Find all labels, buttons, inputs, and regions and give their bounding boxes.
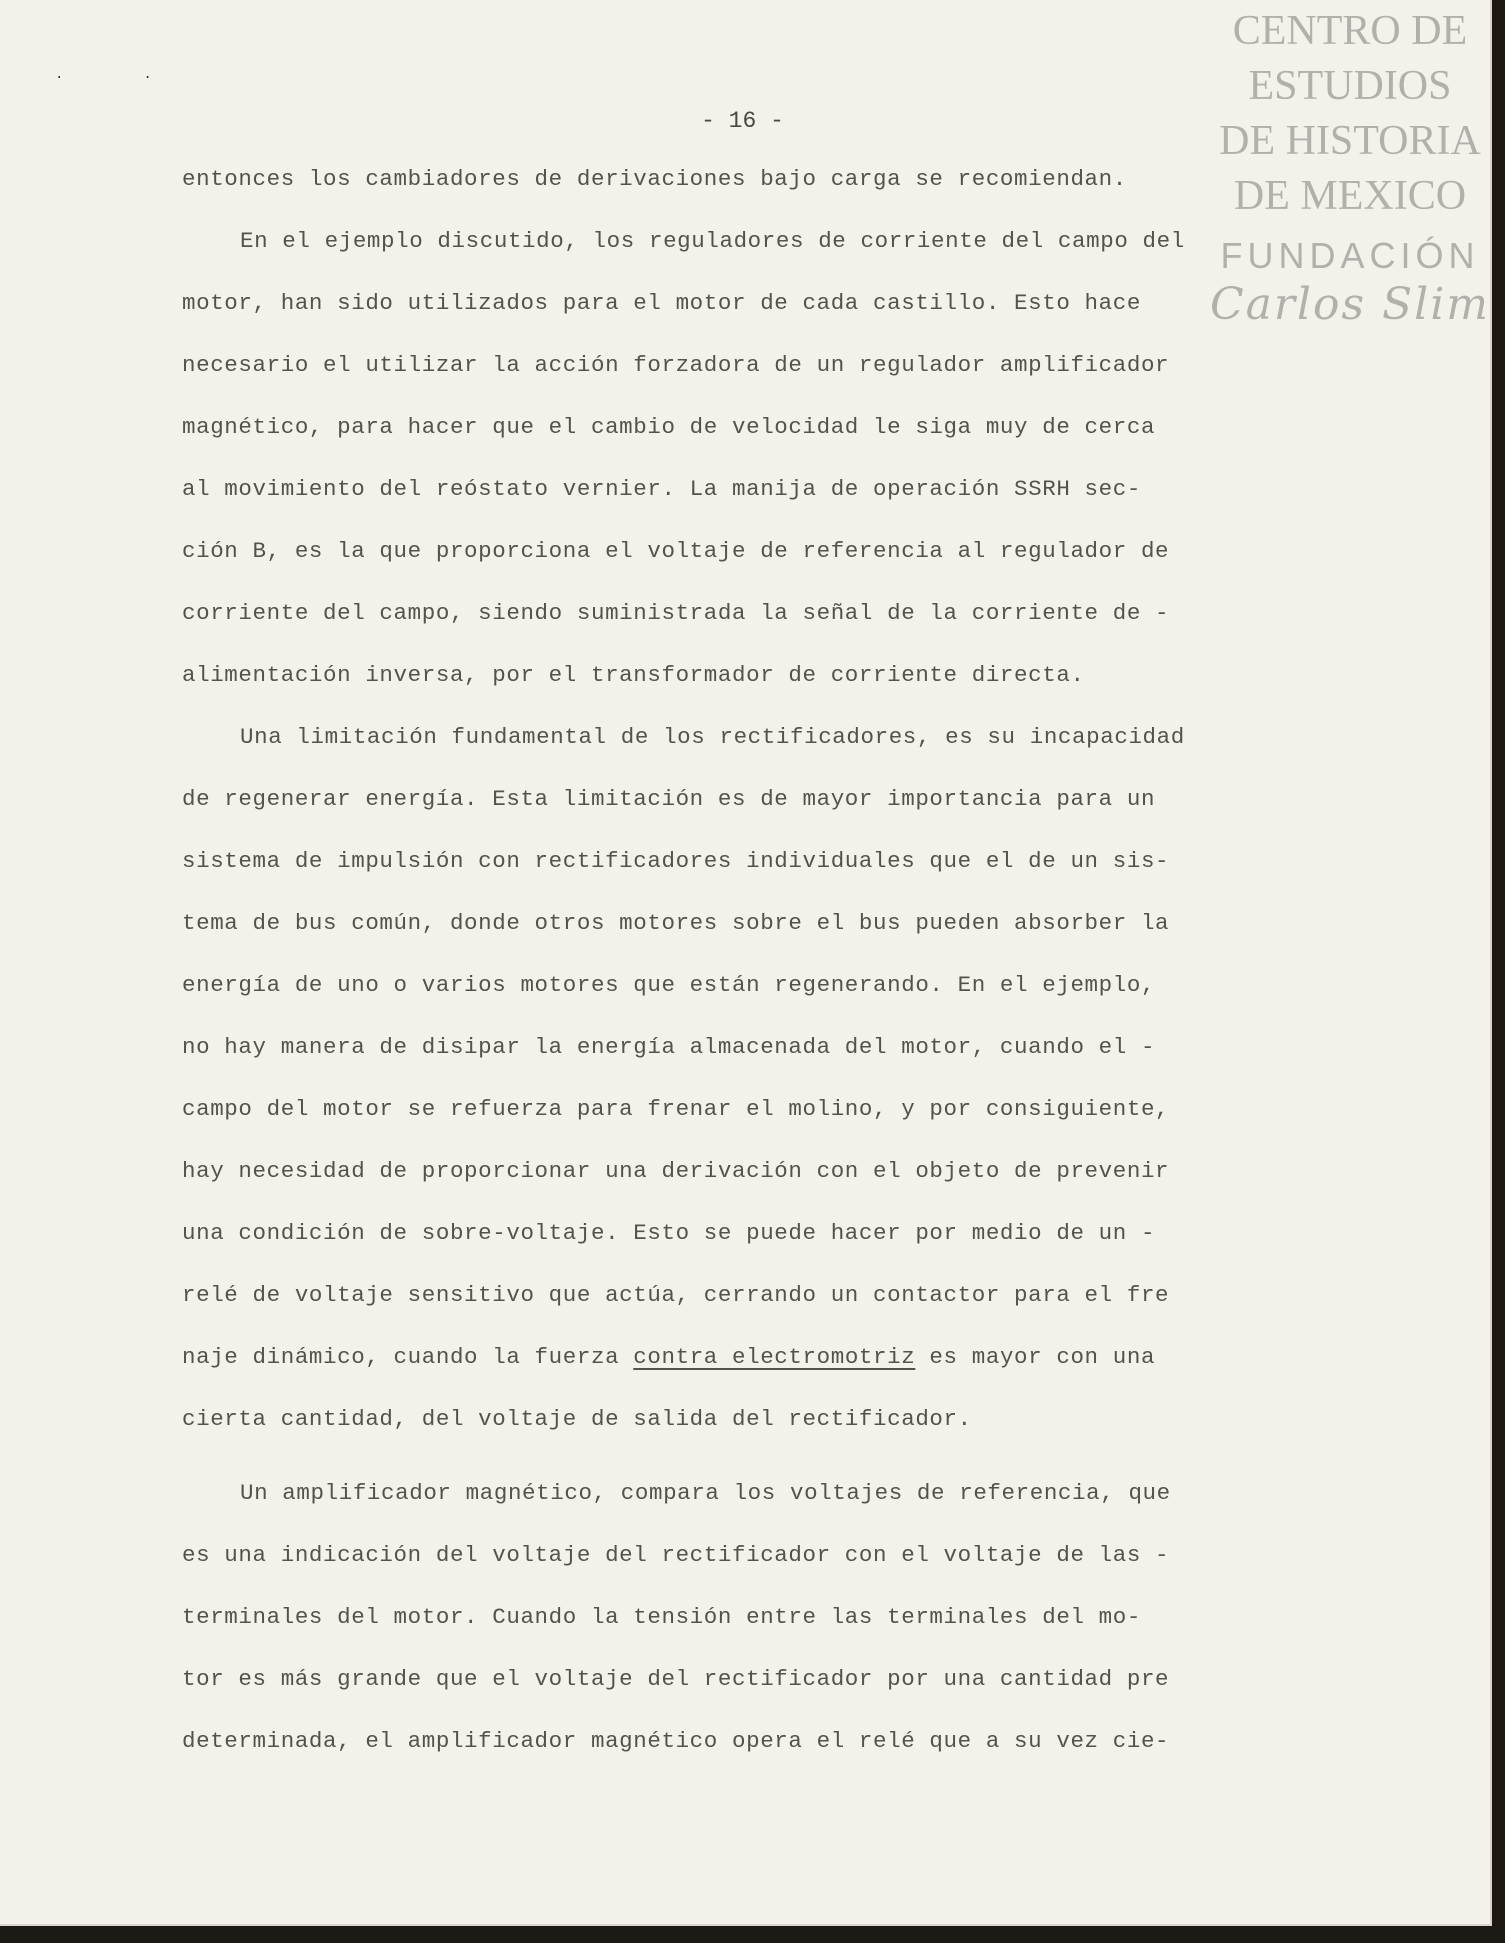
text-line: necesario el utilizar la acción forzadora de un regulador amplificador xyxy=(182,352,1170,378)
margin-dots: ·· xyxy=(55,70,232,86)
text-line xyxy=(182,1338,1282,1400)
text-line: relé de voltaje sensitivo que actúa, cerrando un contactor para el fre xyxy=(182,1282,1170,1308)
text-line: tor es más grande que el voltaje del rectificador por una cantidad pre xyxy=(182,1666,1170,1692)
watermark-line: ESTUDIOS xyxy=(1248,63,1452,109)
text-segment: es mayor con una xyxy=(915,1344,1156,1370)
text-line: cierta cantidad, del voltaje de salida del rectificador. xyxy=(182,1406,972,1432)
text-line: al movimiento del reóstato vernier. La manija de operación SSRH sec- xyxy=(182,476,1141,502)
text-line: determinada, el amplificador magnético opera el relé que a su vez cie- xyxy=(182,1728,1170,1754)
watermark-line: CENTRO DE xyxy=(1232,8,1468,54)
text-line: de regenerar energía. Esta limitación es de mayor importancia para un xyxy=(182,786,1156,812)
text-line: sistema de impulsión con rectificadores individuales que el de un sis- xyxy=(182,848,1170,874)
text-line: entonces los cambiadores de derivaciones bajo carga se recomiendan. xyxy=(182,166,1127,192)
body-text xyxy=(182,160,1282,1784)
text-line: ción B, es la que proporciona el voltaje de referencia al regulador de xyxy=(182,538,1170,564)
text-line: energía de uno o varios motores que están regenerando. En el ejemplo, xyxy=(182,972,1156,998)
text-line: magnético, para hacer que el cambio de velocidad le siga muy de cerca xyxy=(182,414,1156,440)
text-line: una condición de sobre-voltaje. Esto se puede hacer por medio de un - xyxy=(182,1220,1156,1246)
text-line: motor, han sido utilizados para el motor de cada castillo. Esto hace xyxy=(182,290,1141,316)
text-line: no hay manera de disipar la energía almacenada del motor, cuando el - xyxy=(182,1034,1156,1060)
text-segment: naje dinámico, cuando la fuerza xyxy=(182,1344,634,1370)
text-line: hay necesidad de proporcionar una derivación con el objeto de prevenir xyxy=(182,1158,1170,1184)
text-line: Un amplificador magnético, compara los voltajes de referencia, que xyxy=(240,1480,1171,1506)
text-line: alimentación inversa, por el transformador de corriente directa. xyxy=(182,662,1085,688)
text-line: En el ejemplo discutido, los reguladores de corriente del campo del xyxy=(240,228,1185,254)
watermark-line: DE MEXICO xyxy=(1233,173,1467,219)
text-line: tema de bus común, donde otros motores sobre el bus pueden absorber la xyxy=(182,910,1170,936)
text-line: Una limitación fundamental de los rectificadores, es su incapacidad xyxy=(240,724,1185,750)
text-line: corriente del campo, siendo suministrada la señal de la corriente de - xyxy=(182,600,1170,626)
watermark-foundation: FUNDACIÓN xyxy=(1220,235,1480,276)
text-line: campo del motor se refuerza para frenar el molino, y por consiguiente, xyxy=(182,1096,1170,1122)
underlined-term: contra electromotriz xyxy=(633,1344,916,1370)
page-number: - 16 - xyxy=(701,108,784,134)
text-line: terminales del motor. Cuando la tensión entre las terminales del mo- xyxy=(182,1604,1141,1630)
text-line: es una indicación del voltaje del rectificador con el voltaje de las - xyxy=(182,1542,1170,1568)
watermark-signature: Carlos Slim xyxy=(1209,279,1491,330)
watermark-line: DE HISTORIA xyxy=(1219,118,1481,164)
